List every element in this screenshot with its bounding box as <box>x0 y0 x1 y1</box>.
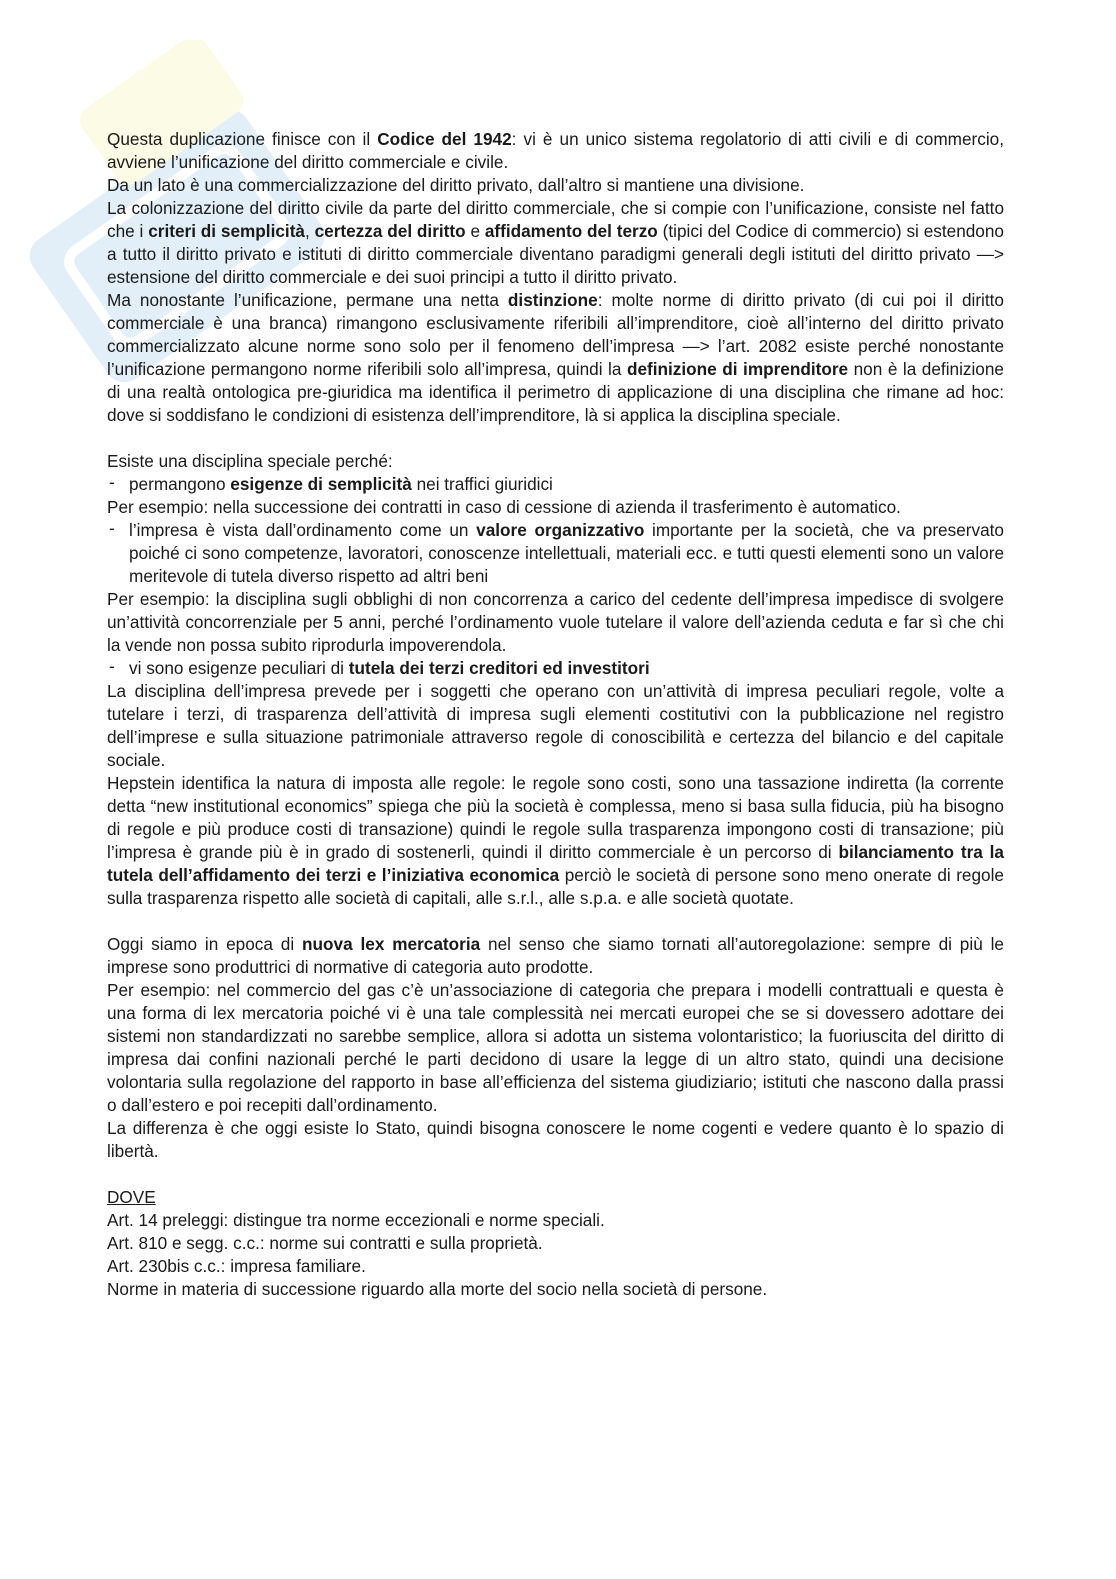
text-run: Oggi siamo in epoca di <box>107 934 303 954</box>
section-heading: DOVE <box>107 1187 156 1207</box>
text-run: e <box>465 221 485 241</box>
text-run: La colonizzazione del diritto civile da parte del diritto commerciale, che si compie con l’unificazione, consiste nel fatto che i <box>107 198 1004 241</box>
paragraph: Per esempio: la disciplina sugli obblighi di non concorrenza a carico del cedente dell’impresa impedisce di svolgere un’attività concorrenziale per 5 anni, perché l’ordinamento vuole tutelare il valore dell’azienda ceduta e far sì che chi la vende non possa subito riprodurla impoverendola. <box>107 589 1004 655</box>
text-run: l’impresa è vista dall’ordinamento come un <box>129 520 477 540</box>
bold-term: nuova lex mercatoria <box>302 934 481 954</box>
text-run: : vi è un unico sistema regolatorio di atti civili e di commercio, avviene l’unificazione del diritto commerciale e civile. <box>107 129 1004 172</box>
paragraph <box>107 772 1004 910</box>
paragraph <box>107 933 1004 979</box>
paragraph: Da un lato è una commercializzazione del diritto privato, dall’altro si mantiene una divisione. <box>107 175 805 195</box>
document-body <box>107 128 1004 1301</box>
bold-term: valore organizzativo <box>476 520 645 540</box>
bold-term: Codice del 1942 <box>377 129 512 149</box>
paragraph: La differenza è che oggi esiste lo Stato, quindi bisogna conoscere le nome cogenti e vedere quanto è lo spazio di libertà. <box>107 1118 1004 1161</box>
text-run: nel senso che siamo tornati all’autoregolazione: sempre di più le imprese sono produttrici di normative di categoria auto prodotte. <box>107 934 1004 977</box>
list-item <box>107 657 1004 680</box>
text-run: importante per la società, che va preservato poiché ci sono competenze, lavoratori, conoscenze intellettuali, materiali ecc. e tutti questi elementi sono un valore meritevole di tutela diverso rispetto ad altri beni <box>129 520 1004 586</box>
paragraph <box>107 197 1004 289</box>
text-run: nei traffici giuridici <box>411 474 553 494</box>
text-run: Questa duplicazione finisce con il <box>107 129 378 149</box>
bold-term: tutela dei terzi creditori ed investitori <box>348 658 650 678</box>
paragraph: Esiste una disciplina speciale perché: <box>107 451 393 471</box>
paragraph: Per esempio: nel commercio del gas c’è un’associazione di categoria che prepara i modelli contrattuali e questa è una forma di lex mercatoria poiché vi è una tale complessità nei mercati europei che se si dovessero adottare dei sistemi non standardizzati no sarebbe semplice, allora si adotta un sistema volontaristico; la fuoriuscita del diritto di impresa dai confini nazionali perché le parti decidono di usare la legge di un altro stato, quindi una decisione volontaria sulla regolazione del rapporto in base all’efficienza del sistema giudiziario; istituti che nascono dalla prassi o dall’estero e poi recepiti dall’ordinamento. <box>107 980 1004 1115</box>
text-run: permangono <box>129 474 231 494</box>
bold-term: definizione di imprenditore <box>626 359 849 379</box>
text-run: (tipici del Codice di commercio) si estendono a tutto il diritto privato e istituti di diritto commerciale diventano paradigmi generali degli istituti del diritto privato —> estensione del diritto commerciale e dei suoi principi a tutto il diritto privato. <box>107 221 1004 287</box>
bold-term: bilanciamento tra la tutela dell’affidamento dei terzi e l’iniziativa economica <box>107 842 1004 885</box>
reference-line: Norme in materia di successione riguardo alla morte del socio nella società di persone. <box>107 1279 768 1299</box>
reference-line: Art. 230bis c.c.: impresa familiare. <box>107 1256 366 1276</box>
text-run: perciò le società di persone sono meno onerate di regole sulla trasparenza rispetto alle società di capitali, alle s.r.l., alle s.p.a. e alle società quotate. <box>107 865 1004 908</box>
text-run: Ma nonostante l’unificazione, permane una netta <box>107 290 508 310</box>
paragraph <box>107 128 1004 174</box>
text-run: , <box>304 221 315 241</box>
text-run: non è la definizione di una realtà ontologica pre-giuridica ma identifica il perimetro di applicazione di una disciplina che rimane ad hoc: dove si soddisfano le condizioni di esistenza dell’imprenditore, là si applica la disciplina speciale. <box>107 359 1004 425</box>
spacer <box>107 910 1004 933</box>
bold-term: criteri di semplicità <box>148 221 305 241</box>
paragraph: Per esempio: nella successione dei contratti in caso di cessione di azienda il trasferimento è automatico. <box>107 497 901 517</box>
bold-term: affidamento del terzo <box>484 221 658 241</box>
list-item <box>107 519 1004 588</box>
bold-term: distinzione <box>507 290 598 310</box>
text-run: : molte norme di diritto privato (di cui poi il diritto commerciale è una branca) rimangono esclusivamente riferibili all’imprenditore, cioè all’interno del diritto privato commercializzato alcune norme sono solo per il fenomeno dell’impresa —> l’art. 2082 esiste perché nonostante l’unificazione permangono norme riferibili solo all’impresa, quindi la <box>107 290 1004 379</box>
spacer <box>107 427 1004 450</box>
bold-term: esigenze di semplicità <box>230 474 412 494</box>
reference-line: Art. 810 e segg. c.c.: norme sui contratti e sulla proprietà. <box>107 1233 543 1253</box>
spacer <box>107 1163 1004 1186</box>
list-item <box>107 473 1004 496</box>
reference-line: Art. 14 preleggi: distingue tra norme eccezionali e norme speciali. <box>107 1210 605 1230</box>
text-run: Hepstein identifica la natura di imposta alle regole: le regole sono costi, sono una tassazione indiretta (la corrente detta “new institutional economics” spiega che più la società è complessa, meno si basa sulla fiducia, più ha bisogno di regole e più produce costi di transazione) quindi le regole sulla trasparenza impongono costi di transazione; più l’impresa è grande più è in grado di sostenerli, quindi il diritto commerciale è un percorso di <box>107 773 1004 862</box>
text-run: vi sono esigenze peculiari di <box>129 658 349 678</box>
paragraph: La disciplina dell’impresa prevede per i soggetti che operano con un’attività di impresa peculiari regole, volte a tutelare i terzi, di trasparenza dell’attività di impresa sugli elementi costitutivi con la pubblicazione nel registro dell’imprese e sulla situazione patrimoniale attraverso regole di conoscibilità e certezza del bilancio e del capitale sociale. <box>107 681 1004 770</box>
bold-term: certezza del diritto <box>314 221 466 241</box>
paragraph <box>107 289 1004 427</box>
